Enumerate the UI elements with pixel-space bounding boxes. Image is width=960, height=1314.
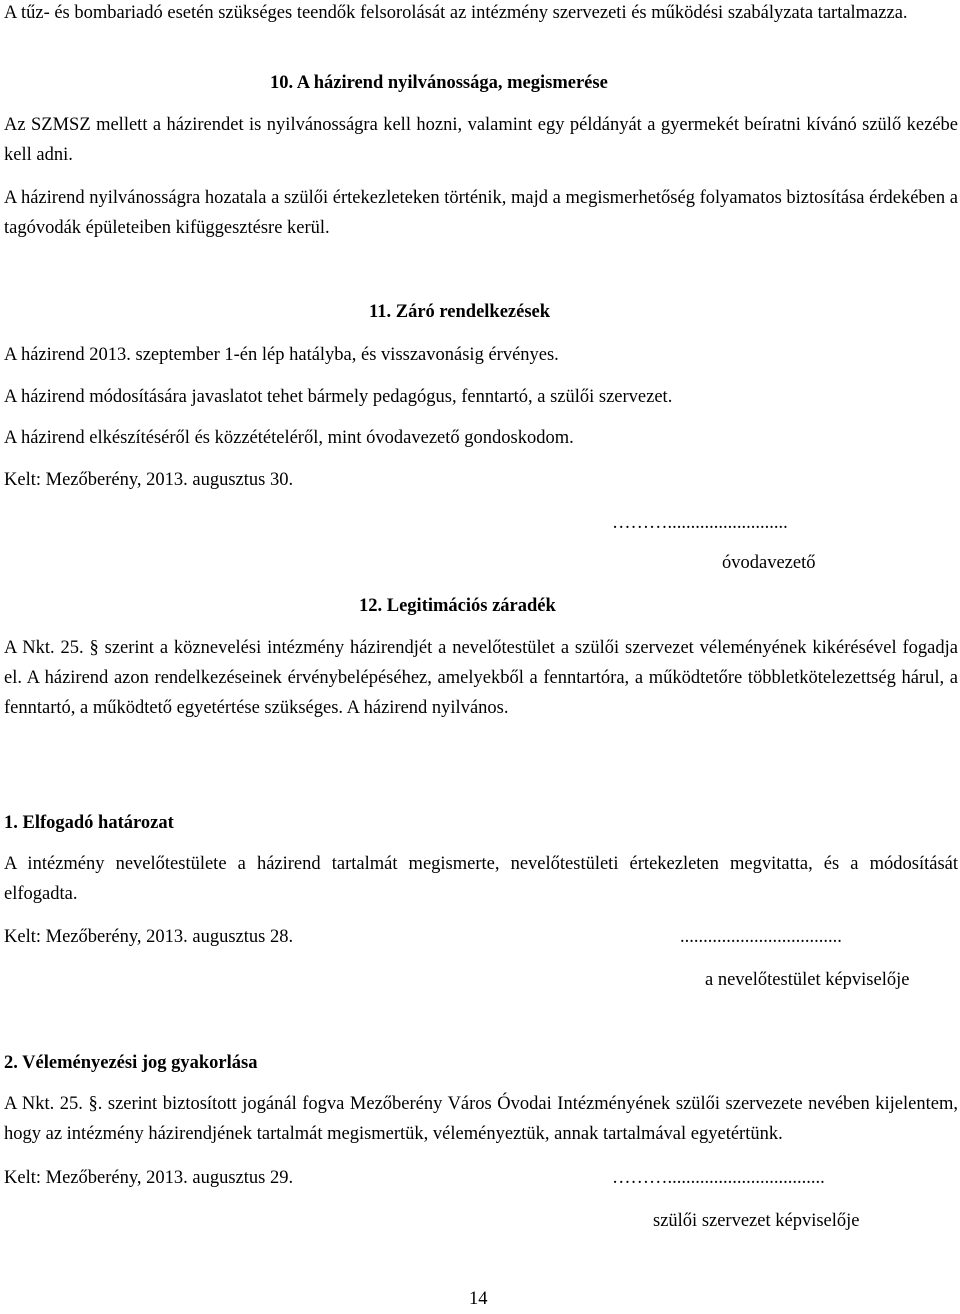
section-11-line-3: A házirend elkészítéséről és közzétételéről, mint óvodavezető gondoskodom. [4, 428, 574, 448]
page-number: 14 [469, 1289, 488, 1309]
section-11-line-2: A házirend módosítására javaslatot tehet bármely pedagógus, fenntartó, a szülői szervezet. [4, 387, 673, 407]
acceptance-date: Kelt: Mezőberény, 2013. augusztus 28. [4, 927, 294, 947]
acceptance-paragraph: A intézmény nevelőtestülete a házirend tartalmát megismerte, nevelőtestületi értekezleten megvitatta, és a módosítását elfogadta. [4, 854, 958, 904]
intro-paragraph: A tűz- és bombariadó esetén szükséges teendők felsorolását az intézmény szervezeti és működési szabályzata tartalmazza. [4, 3, 908, 23]
section-10-paragraph-1: Az SZMSZ mellett a házirendet is nyilvánosságra kell hozni, valamint egy példányát a gyermekét beíratni kívánó szülő kezébe kell adni. [4, 115, 958, 165]
section-12-paragraph: A Nkt. 25. § szerint a köznevelési intézmény házirendjét a nevelőtestület a szülői szervezet véleményének kikérésével fogadja el. A házirend azon rendelkezéseinek érvénybelépéséhez, amelyekből a fenntartóra, a működtetőre többletkötelezettség hárul, a fenntartó, a működtető egyetértése szükséges. A házirend nyilvános. [4, 638, 958, 718]
acceptance-signature-line: ................................... [680, 927, 842, 947]
section-11-line-1: A házirend 2013. szeptember 1-én lép hatályba, és visszavonásig érvényes. [4, 345, 559, 365]
section-10-paragraph-2: A házirend nyilvánosságra hozatala a szülői értekezleteken történik, majd a megismerhetőség folyamatos biztosítása érdekében a tagóvodák épületeiben kifüggesztésre kerül. [4, 188, 958, 238]
opinion-signature-role: szülői szervezet képviselője [653, 1211, 860, 1231]
section-12-heading: 12. Legitimációs záradék [359, 596, 556, 616]
opinion-heading: 2. Véleményezési jog gyakorlása [4, 1053, 258, 1073]
section-11-date: Kelt: Mezőberény, 2013. augusztus 30. [4, 470, 294, 490]
acceptance-signature-role: a nevelőtestület képviselője [705, 970, 910, 990]
opinion-paragraph: A Nkt. 25. §. szerint biztosított jogánál fogva Mezőberény Város Óvodai Intézményének szülői szervezete nevében kijelentem, hogy az intézmény házirendjének tartalmát megismertük, véleményeztük, annak tartalmával egyetértünk. [4, 1094, 958, 1144]
section-10-heading: 10. A házirend nyilvánossága, megismerése [270, 73, 608, 93]
opinion-signature-line: ……….................................. [612, 1168, 825, 1188]
section-11-signature-role: óvodavezető [722, 553, 816, 573]
section-11-heading: 11. Záró rendelkezések [369, 302, 551, 322]
acceptance-heading: 1. Elfogadó határozat [4, 813, 174, 833]
section-11-signature-line: ……….......................... [612, 513, 788, 533]
opinion-date: Kelt: Mezőberény, 2013. augusztus 29. [4, 1168, 294, 1188]
